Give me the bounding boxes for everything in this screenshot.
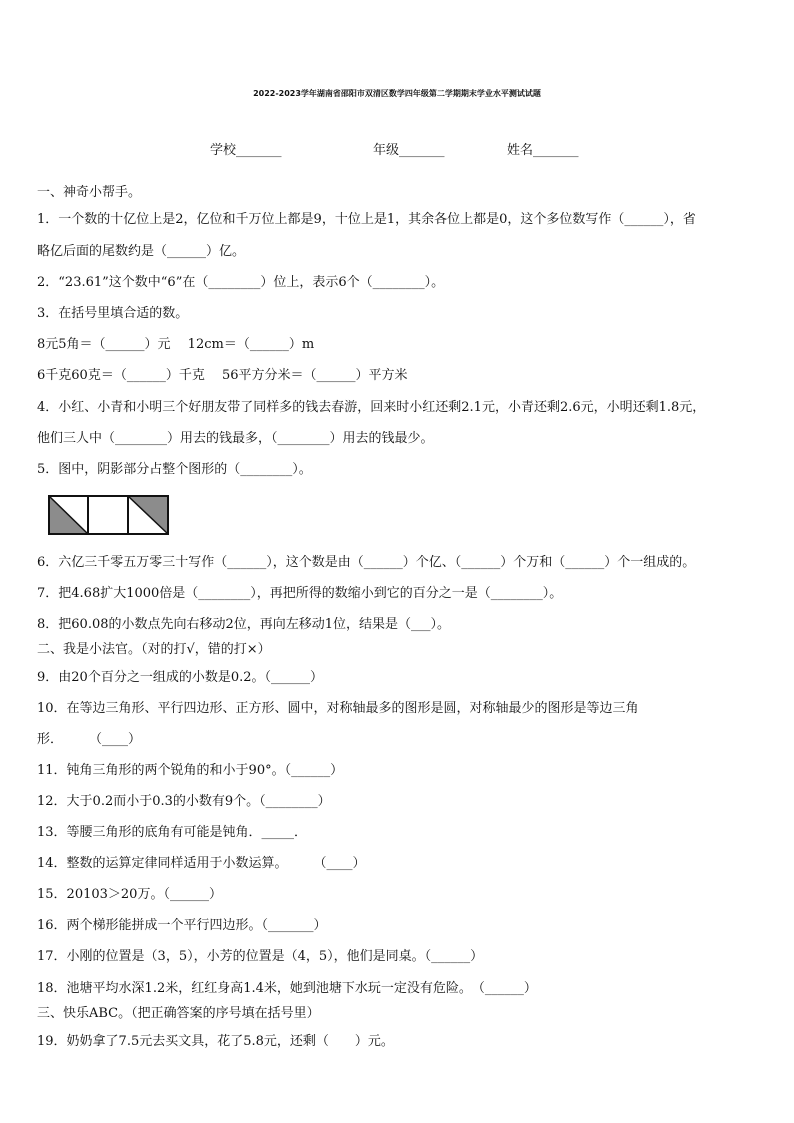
section-1-heading: 一、神奇小帮手。 [37, 185, 142, 200]
section-3-heading: 三、快乐ABC。（把正确答案的序号填在括号里） [37, 1006, 320, 1021]
shaded-squares-figure [48, 495, 169, 535]
school-field: 学校_______ [210, 143, 282, 158]
question-13: 13．等腰三角形的底角有可能是钝角．_____． [37, 825, 308, 840]
question-10-line-2: 形． （____） [37, 732, 142, 747]
question-5: 5．图中，阴影部分占整个图形的（________）。 [37, 462, 312, 477]
question-3-row-2: 6千克60克＝（______）千克 56平方分米＝（______）平方米 [37, 368, 408, 383]
question-3-row-1: 8元5角＝（______）元 12cm＝（______）m [37, 337, 315, 352]
question-19: 19．奶奶拿了7.5元去买文具，花了5.8元，还剩（ ）元。 [37, 1034, 394, 1049]
question-3: 3．在括号里填合适的数。 [37, 306, 189, 321]
question-6: 6．六亿三千零五万零三十写作（______），这个数是由（______）个亿、（______）个万和（______）个一组成的。 [37, 555, 696, 570]
question-4-line-2: 他们三人中（________）用去的钱最多，（________）用去的钱最少。 [37, 431, 434, 446]
question-1-line-2: 略亿后面的尾数约是（______）亿。 [37, 244, 246, 259]
question-16: 16．两个梯形能拼成一个平行四边形。（_______） [37, 918, 327, 933]
page-title: 2022-2023学年湖南省邵阳市双清区数学四年级第二学期期末学业水平测试试题 [253, 89, 541, 98]
question-17: 17．小刚的位置是（3，5），小芳的位置是（4，5），他们是同桌。（______） [37, 949, 484, 964]
question-15: 15．20103＞20万。（______） [37, 887, 222, 902]
question-2: 2．“23.61”这个数中“6”在（________）位上，表示6个（________）。 [37, 275, 445, 290]
section-2-heading: 二、我是小法官。（对的打√，错的打×） [37, 642, 271, 657]
question-10-line-1: 10．在等边三角形、平行四边形、正方形、圆中，对称轴最多的图形是圆，对称轴最少的图形是等边三角 [37, 701, 639, 716]
question-18: 18．池塘平均水深1.2米，红红身高1.4米，她到池塘下水玩一定没有危险。 （______） [37, 981, 537, 996]
question-12: 12．大于0.2而小于0.3的小数有9个。（________） [37, 794, 331, 809]
grade-field: 年级_______ [373, 143, 445, 158]
question-4-line-1: 4．小红、小青和小明三个好朋友带了同样多的钱去春游，回来时小红还剩2.1元，小青还剩2.6元，小明还剩1.8元， [37, 400, 706, 415]
name-field: 姓名_______ [507, 143, 579, 158]
question-14: 14．整数的运算定律同样适用于小数运算。 （____） [37, 856, 366, 871]
question-1-line-1: 1．一个数的十亿位上是2，亿位和千万位上都是9，十位上是1，其余各位上都是0，这个多位数写作（______），省 [37, 212, 696, 227]
question-9: 9．由20个百分之一组成的小数是0.2。（______） [37, 670, 323, 685]
question-7: 7．把4.68扩大1000倍是（________），再把所得的数缩小到它的百分之一是（________）。 [37, 586, 563, 601]
question-8: 8．把60.08的小数点先向右移动2位，再向左移动1位，结果是（___）。 [37, 617, 451, 632]
question-11: 11．钝角三角形的两个锐角的和小于90°。（______） [37, 763, 344, 778]
